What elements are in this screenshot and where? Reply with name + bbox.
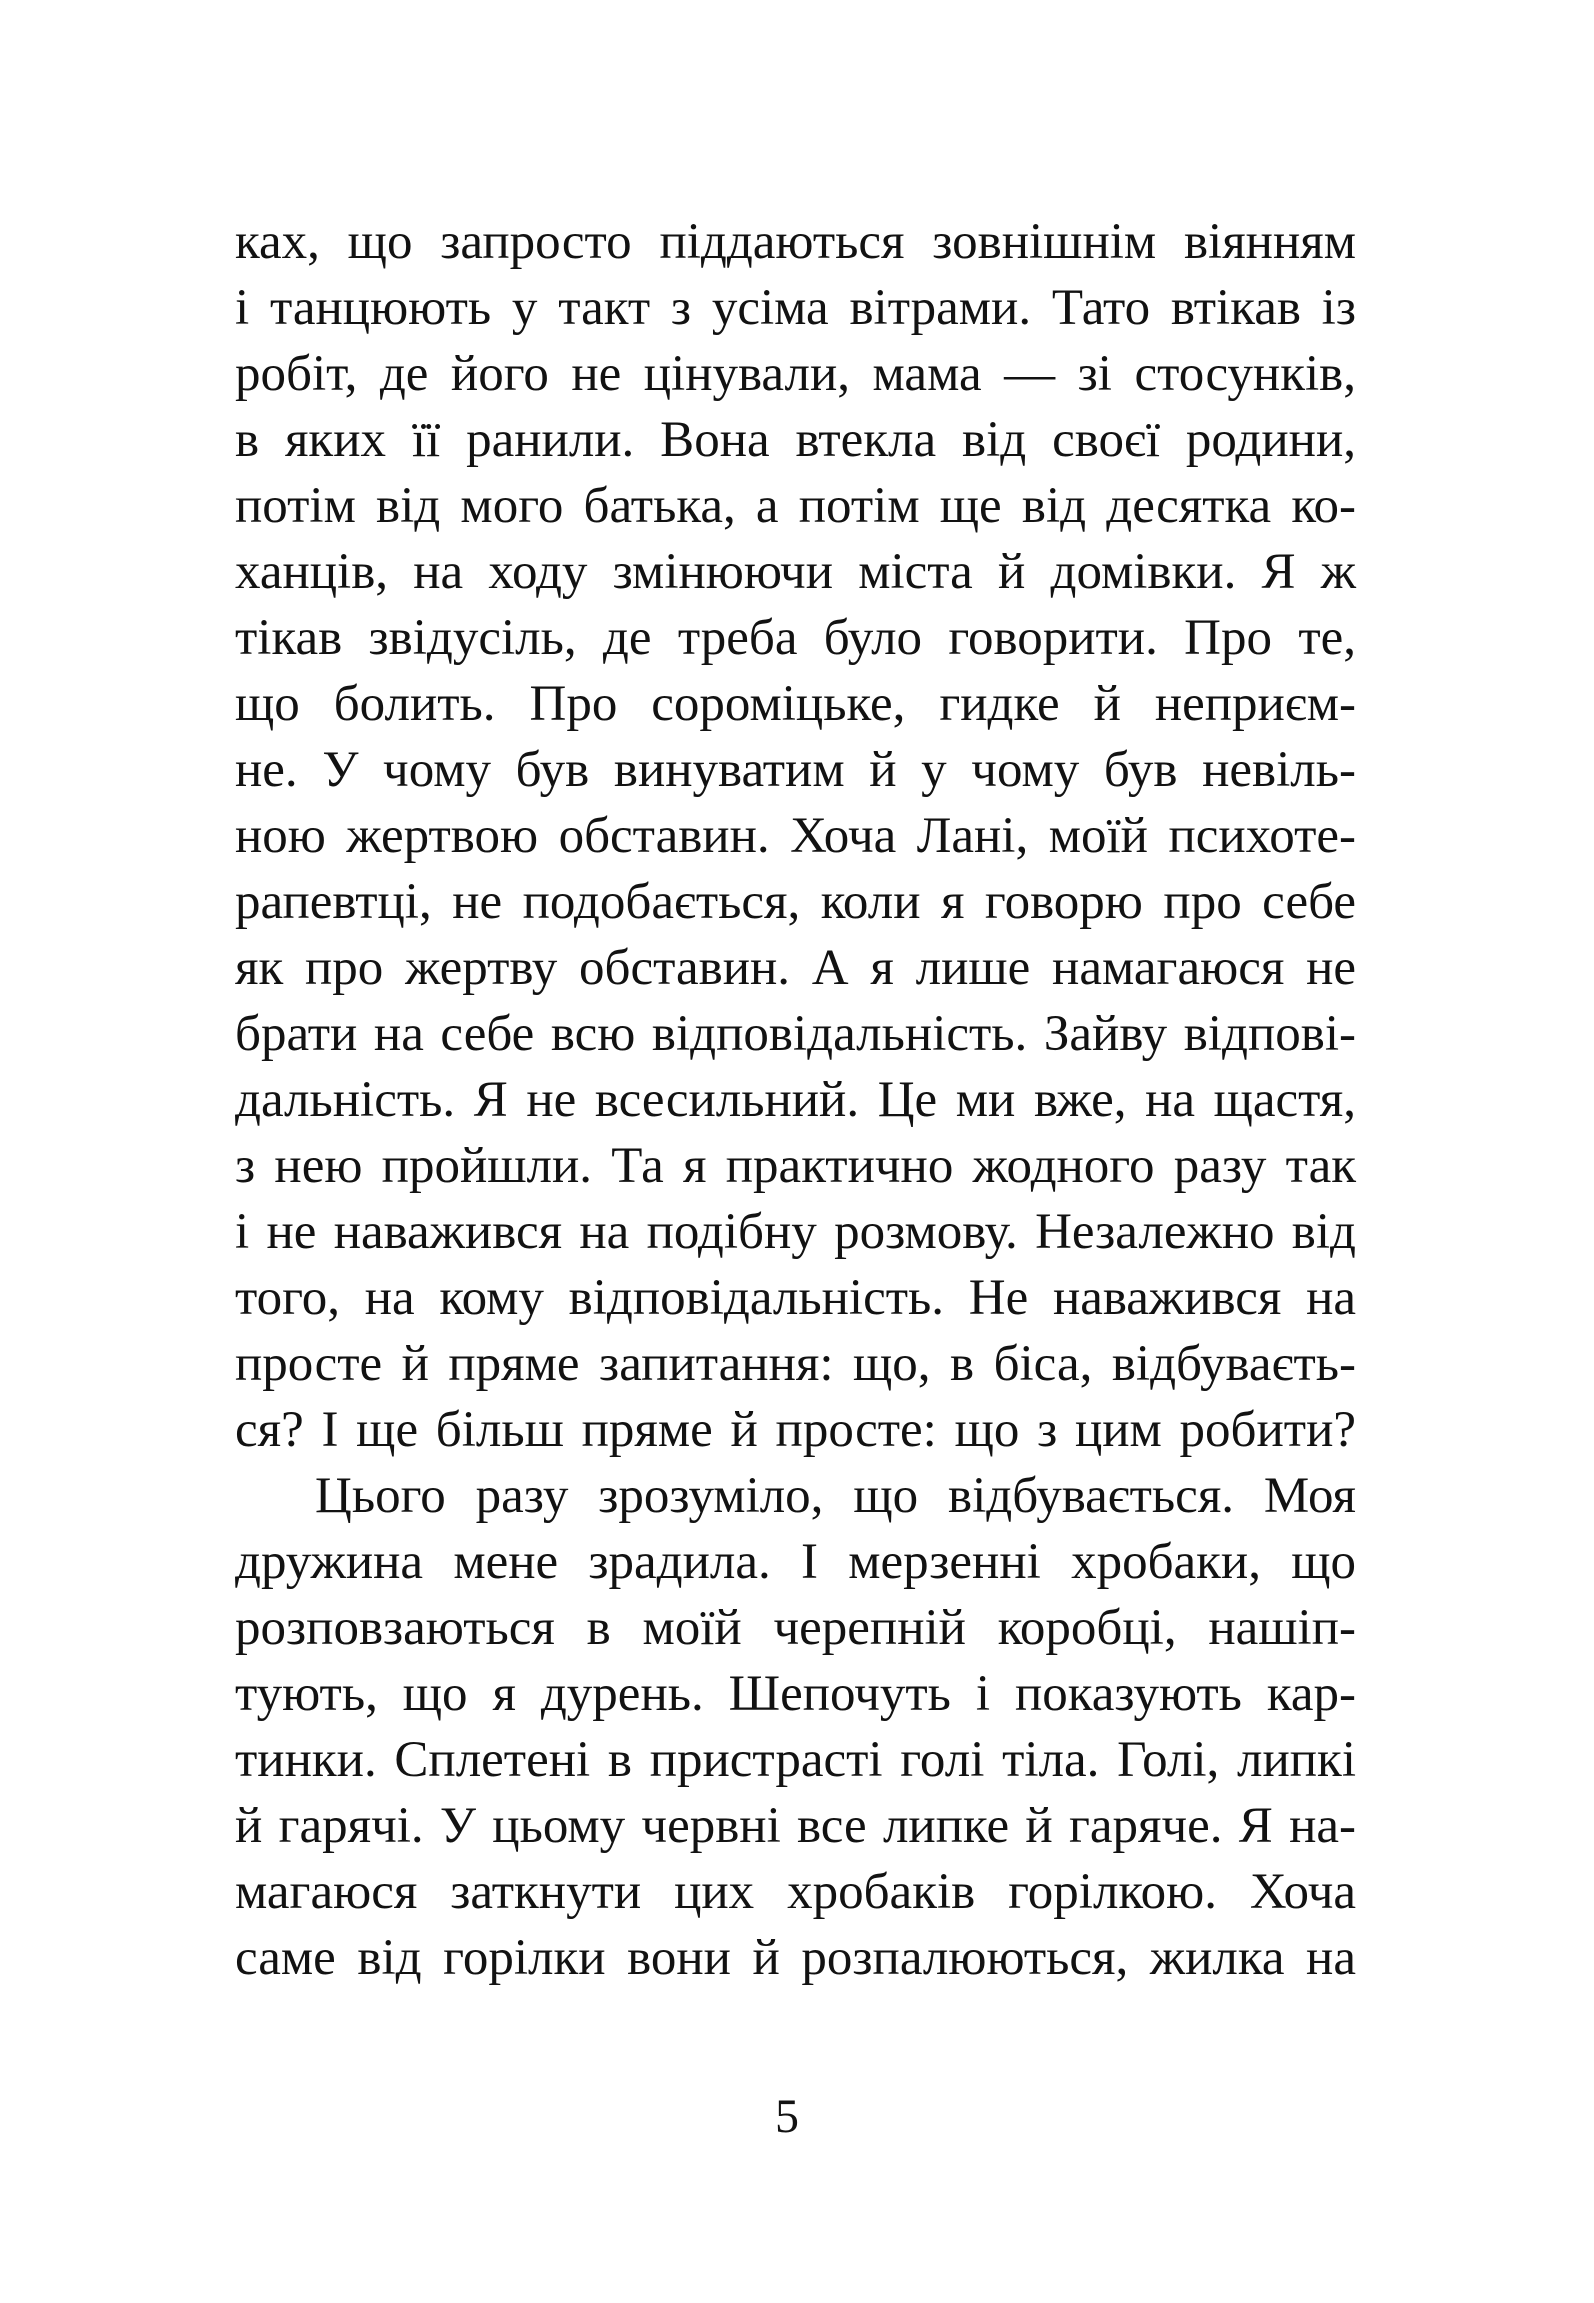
text-line: ках, що запросто піддаються зовнішнім віянням [235,214,1356,270]
text-line: не. У чому був винуватим й у чому був невіль- [235,742,1356,798]
text-line: Цього разу зрозуміло, що відбувається. Моя [315,1468,1356,1524]
text-line: з нею пройшли. Та я практично жодного разу так [235,1138,1356,1194]
text-line: магаюся заткнути цих хробаків горілкою. Хоча [235,1864,1356,1920]
text-line: просте й пряме запитання: що, в біса, відбуваєть- [235,1336,1356,1392]
text-line: саме від горілки вони й розпалюються, жилка на [235,1930,1356,1986]
text-line: ся? І ще більш пряме й просте: що з цим робити? [235,1402,1356,1458]
text-line: дружина мене зрадила. І мерзенні хробаки, що [235,1534,1356,1590]
text-line: ханців, на ходу змінюючи міста й домівки. Я ж [235,544,1356,600]
text-line: потім від мого батька, а потім ще від десятка ко- [235,478,1356,534]
text-line: дальність. Я не всесильний. Це ми вже, на щастя, [235,1072,1356,1128]
text-line: тікав звідусіль, де треба було говорити. Про те, [235,610,1356,666]
text-line: і не наважився на подібну розмову. Незалежно від [235,1204,1356,1260]
text-line: брати на себе всю відповідальність. Зайву відпові- [235,1006,1356,1062]
body-text [235,209,1356,1991]
text-line: тують, що я дурень. Шепочуть і показують кар- [235,1666,1356,1722]
text-line: розповзаються в моїй черепній коробці, нашіп- [235,1600,1356,1656]
page-number: 5 [775,2090,799,2143]
text-line: як про жертву обставин. А я лише намагаюся не [235,940,1356,996]
text-line: ною жертвою обставин. Хоча Лані, моїй психоте- [235,808,1356,864]
text-line: й гарячі. У цьому червні все липке й гаряче. Я на- [235,1798,1356,1854]
text-line: і танцюють у такт з усіма вітрами. Тато втікав із [235,280,1356,336]
text-line: що болить. Про сороміцьке, гидке й неприєм- [235,676,1356,732]
text-line: рапевтці, не подобається, коли я говорю про себе [235,874,1356,930]
text-line: в яких її ранили. Вона втекла від своєї родини, [235,412,1356,468]
text-line: робіт, де його не цінували, мама — зі стосунків, [235,346,1356,402]
text-line: того, на кому відповідальність. Не наважився на [235,1270,1356,1326]
text-line: тинки. Сплетені в пристрасті голі тіла. Голі, липкі [235,1732,1356,1788]
